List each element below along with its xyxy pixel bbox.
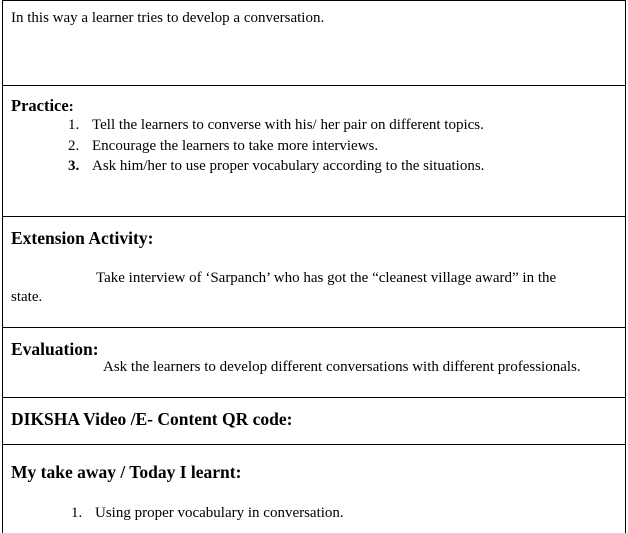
list-item-text: Tell the learners to converse with his/ her pair on different topics.: [92, 117, 484, 133]
diksha-heading: DIKSHA Video /E- Content QR code:: [11, 409, 293, 429]
takeaway-list: [71, 503, 344, 524]
extension-text-line1: Take interview of ‘Sarpanch’ who has got the “cleanest village award” in the: [96, 270, 557, 286]
list-item-text: Using proper vocabulary in conversation.: [95, 505, 344, 521]
list-item-number: 1.: [71, 505, 83, 521]
practice-heading: [11, 95, 74, 117]
list-item-number: 3.: [68, 158, 80, 174]
practice-list: [68, 115, 484, 177]
extension-text-line2: state.: [11, 289, 43, 305]
list-item-text: Ask him/her to use proper vocabulary according to the situations.: [92, 158, 485, 174]
list-item-text: Encourage the learners to take more interviews.: [92, 137, 379, 154]
list-item: [68, 156, 484, 177]
practice-row: [2, 86, 626, 217]
takeaway-heading: My take away / Today I learnt:: [11, 462, 242, 482]
extension-heading: Extension Activity:: [11, 228, 154, 248]
practice-heading-colon: :: [68, 99, 74, 115]
diksha-row: [2, 398, 626, 445]
intro-text: In this way a learner tries to develop a conversation.: [11, 10, 325, 26]
evaluation-row: [2, 328, 626, 398]
takeaway-row: [2, 445, 626, 533]
evaluation-heading: Evaluation:: [11, 339, 99, 359]
intro-row: [2, 0, 626, 86]
practice-heading-label: Practice: [11, 96, 69, 115]
evaluation-text: Ask the learners to develop different conversations with different professionals.: [103, 359, 581, 375]
list-item: [71, 503, 344, 524]
extension-row: [2, 217, 626, 328]
list-item-number: 1.: [68, 117, 80, 133]
list-item-number: 2.: [68, 137, 80, 154]
list-item: [68, 136, 484, 157]
list-item: [68, 115, 484, 136]
